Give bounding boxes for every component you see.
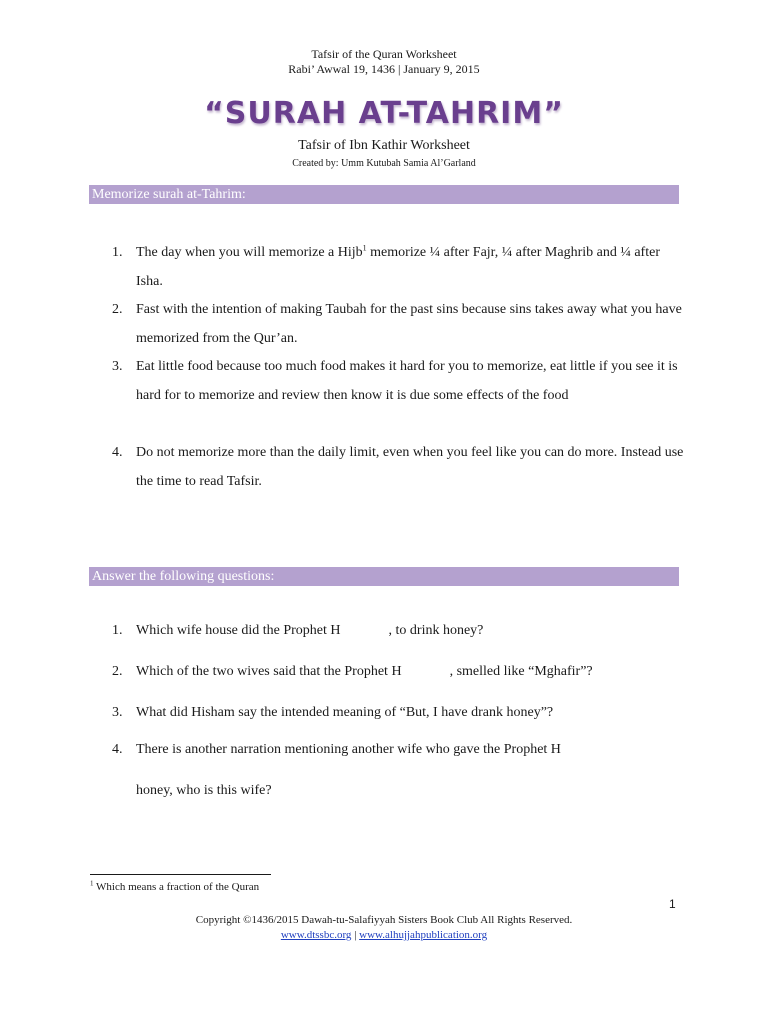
item-number: 3. — [112, 359, 123, 374]
item-number: 1. — [112, 245, 123, 260]
item-text — [136, 238, 684, 296]
footer-links — [0, 929, 768, 941]
section-heading-questions: Answer the following questions: — [89, 567, 679, 586]
page-title: “SURAH AT-TAHRIM” — [204, 96, 564, 131]
item-text: Fast with the intention of making Taubah for the past sins because sins takes away what you have memorized from the Qur’an. — [136, 302, 682, 346]
dtssbc-link[interactable]: www.dtssbc.org — [280, 929, 352, 941]
footnote-number: 1 — [90, 879, 94, 888]
item-text-part: memorize ¼ after Fajr, ¼ after Maghrib and ¼ after Isha. — [136, 245, 660, 289]
item-text-part: Which of the two wives said that the Prophet H — [136, 664, 402, 679]
item-number: 2. — [112, 302, 123, 317]
subtitle: Tafsir of Ibn Kathir Worksheet — [298, 138, 470, 153]
item-text-line: honey, who is this wife? — [136, 783, 272, 798]
item-text — [136, 735, 684, 805]
link-separator: | — [351, 929, 360, 941]
footnote — [90, 881, 259, 893]
copyright-line: Copyright ©1436/2015 Dawah-tu-Salafiyyah Sisters Book Club All Rights Reserved. — [195, 914, 573, 926]
item-text: Do not memorize more than the daily limit, even when you feel like you can do more. Instead use the time to read Tafsir. — [136, 445, 684, 489]
credit-line: Created by: Umm Kutubah Samia Al’Garland — [292, 158, 476, 169]
item-text-part: Which wife house did the Prophet H — [136, 623, 341, 638]
section-heading-memorize: Memorize surah at-Tahrim: — [89, 185, 679, 204]
item-text: What did Hisham say the intended meaning of “But, I have drank honey”? — [136, 705, 554, 720]
item-text-line: There is another narration mentioning another wife who gave the Prophet H — [136, 742, 561, 757]
item-text-part: , to drink honey? — [388, 623, 484, 638]
item-text — [136, 616, 684, 645]
item-text — [136, 657, 684, 686]
item-text-part: The day when you will memorize a Hijb — [136, 245, 363, 260]
header-title: Tafsir of the Quran Worksheet — [311, 47, 457, 61]
item-number: 4. — [112, 742, 123, 757]
footnote-ref: 1 — [362, 243, 367, 253]
footnote-text: Which means a fraction of the Quran — [93, 881, 260, 893]
header-date: Rabi’ Awwal 19, 1436 | January 9, 2015 — [288, 62, 480, 76]
item-number: 2. — [112, 664, 123, 679]
item-text-part: , smelled like “Mghafir”? — [449, 664, 593, 679]
item-number: 4. — [112, 445, 123, 460]
alhujjah-link[interactable]: www.alhujjahpublication.org — [359, 929, 488, 941]
item-text: Eat little food because too much food makes it hard for you to memorize, eat little if you see it is hard for to memorize and review then know it is due some effects of the food — [136, 359, 678, 403]
footnote-divider — [90, 874, 271, 875]
page-number: 1 — [669, 897, 676, 911]
item-number: 3. — [112, 705, 123, 720]
item-number: 1. — [112, 623, 123, 638]
